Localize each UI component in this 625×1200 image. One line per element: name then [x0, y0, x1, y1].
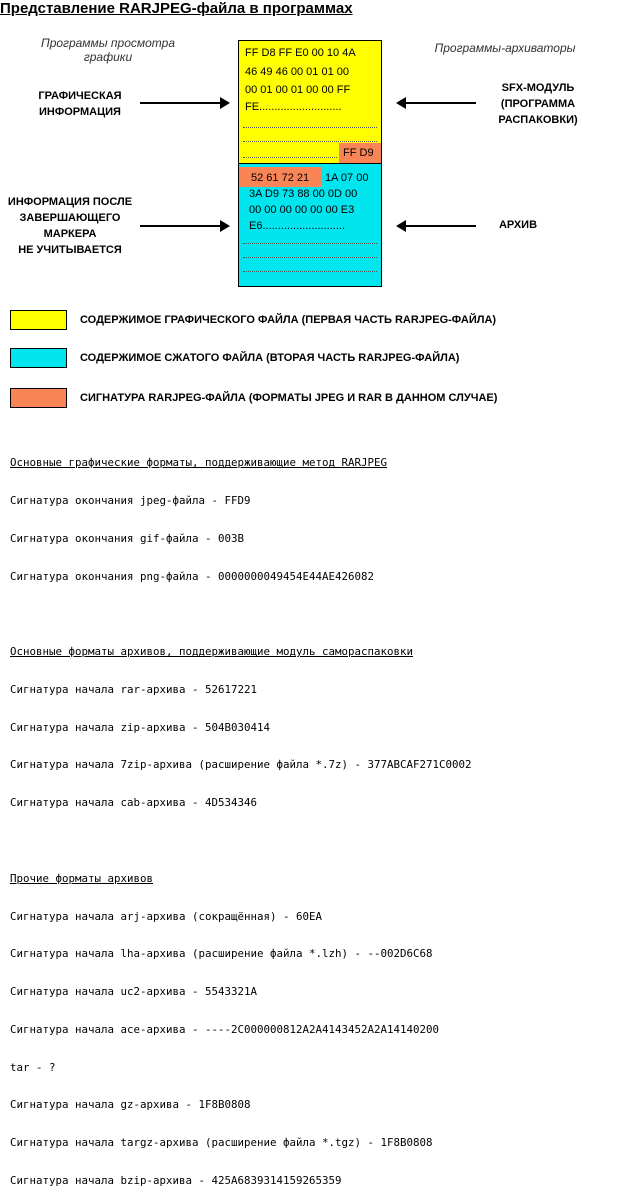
legend-text-archive: СОДЕРЖИМОЕ СЖАТОГО ФАЙЛА (ВТОРАЯ ЧАСТЬ RARJPEG-ФАЙЛА)	[80, 352, 460, 364]
section-heading: Основные форматы архивов, поддерживающие модуль самораспаковки	[10, 645, 414, 659]
sfx-module-label	[478, 80, 598, 128]
after-marker-line: МАРКЕРА	[43, 228, 97, 240]
archive-label: АРХИВ	[498, 219, 538, 231]
list-item: Сигнатура начала cab-архива - 4D534346	[10, 796, 258, 810]
sfx-module-line: SFX-МОДУЛЬ	[501, 82, 575, 94]
rar-signature-hex: 52 61 72 21	[251, 172, 310, 184]
list-item: Сигнатура начала gz-архива - 1F8B0808	[10, 1098, 251, 1112]
viewers-caption-line: Программы просмотра	[41, 36, 175, 50]
sfx-module-line: РАСПАКОВКИ)	[498, 114, 578, 126]
list-item: Сигнатура начала targz-архива (расширение файла *.tgz) - 1F8B0808	[10, 1136, 433, 1150]
list-item: Сигнатура начала uc2-архива - 5543321A	[10, 985, 258, 999]
legend-swatch-jpeg	[10, 310, 67, 330]
graphic-info-line: ИНФОРМАЦИЯ	[39, 106, 121, 118]
list-item: tar - ?	[10, 1060, 56, 1074]
jpeg-end-hex: FF D9	[343, 147, 374, 159]
list-item: Сигнатура начала lha-архива (расширение файла *.lzh) - --002D6C68	[10, 947, 433, 961]
rar-dotted-line	[243, 243, 377, 244]
jpeg-hex-line: FF D8 FF E0 00 10 4A	[245, 47, 356, 59]
jpeg-hex-line: FE...........................	[245, 101, 342, 113]
legend-swatch-signature	[10, 388, 67, 408]
list-item: Сигнатура начала arj-архива (сокращённая) - 60EA	[10, 909, 323, 923]
after-marker-label	[0, 194, 140, 258]
sfx-module-line: (ПРОГРАММА	[500, 98, 576, 110]
list-item: Сигнатура начала ace-архива - ----2C000000812A2A4143452A2A14140200	[10, 1022, 440, 1036]
part-divider	[239, 163, 381, 164]
list-item: Сигнатура окончания jpeg-файла - FFD9	[10, 493, 251, 507]
rar-hex-line: 00 00 00 00 00 00 E3	[249, 204, 355, 216]
jpeg-dotted-line	[243, 127, 377, 128]
legend-swatch-archive	[10, 348, 67, 368]
jpeg-hex-line: 00 01 00 01 00 00 FF	[245, 84, 351, 96]
archivers-caption: Программы-архиваторы	[434, 41, 576, 55]
rarjpeg-file-block	[238, 40, 382, 287]
list-item: Сигнатура начала zip-архива - 504B030414	[10, 720, 271, 734]
list-item: Сигнатура начала rar-архива - 52617221	[10, 682, 258, 696]
arrow-from-archive	[398, 225, 476, 227]
arrow-to-archive-part	[140, 225, 228, 227]
list-item: Сигнатура начала 7zip-архива (расширение файла *.7z) - 377ABCAF271C0002	[10, 758, 472, 772]
arrow-from-sfx	[398, 102, 476, 104]
rar-dotted-line	[243, 257, 377, 258]
rar-hex-line: 3A D9 73 88 00 0D 00	[249, 188, 358, 200]
jpeg-hex-line: 46 49 46 00 01 01 00	[245, 66, 349, 78]
rar-hex-line: 1A 07 00	[325, 172, 369, 184]
arrow-to-graphic	[140, 102, 228, 104]
after-marker-line: ЗАВЕРШАЮЩЕГО	[19, 212, 121, 224]
section-heading: Основные графические форматы, поддерживающие метод RARJPEG	[10, 456, 388, 470]
legend-text-signature: СИГНАТУРА RARJPEG-ФАЙЛА (ФОРМАТЫ JPEG И RAR В ДАННОМ СЛУЧАЕ)	[80, 392, 498, 404]
signature-list	[10, 432, 620, 1200]
page-title: Представление RARJPEG-файла в программах	[0, 0, 353, 17]
legend-text-jpeg: СОДЕРЖИМОЕ ГРАФИЧЕСКОГО ФАЙЛА (ПЕРВАЯ ЧАСТЬ RARJPEG-ФАЙЛА)	[80, 314, 497, 326]
section-heading: Прочие форматы архивов	[10, 871, 154, 885]
jpeg-dotted-line	[243, 141, 377, 142]
list-item: Сигнатура окончания png-файла - 0000000049454E44AE426082	[10, 569, 375, 583]
jpeg-dotted-line	[243, 157, 337, 158]
graphic-info-line: ГРАФИЧЕСКАЯ	[38, 90, 122, 102]
graphic-info-label	[20, 88, 140, 120]
after-marker-line: НЕ УЧИТЫВАЕТСЯ	[18, 244, 122, 256]
after-marker-line: ИНФОРМАЦИЯ ПОСЛЕ	[7, 196, 133, 208]
viewers-caption	[28, 36, 188, 64]
list-item: Сигнатура начала bzip-архива - 425A6839314159265359	[10, 1174, 342, 1188]
rar-hex-line: E6...........................	[249, 220, 345, 232]
viewers-caption-line: графики	[83, 50, 133, 64]
list-item: Сигнатура окончания gif-файла - 003B	[10, 531, 245, 545]
rar-dotted-line	[243, 271, 377, 272]
